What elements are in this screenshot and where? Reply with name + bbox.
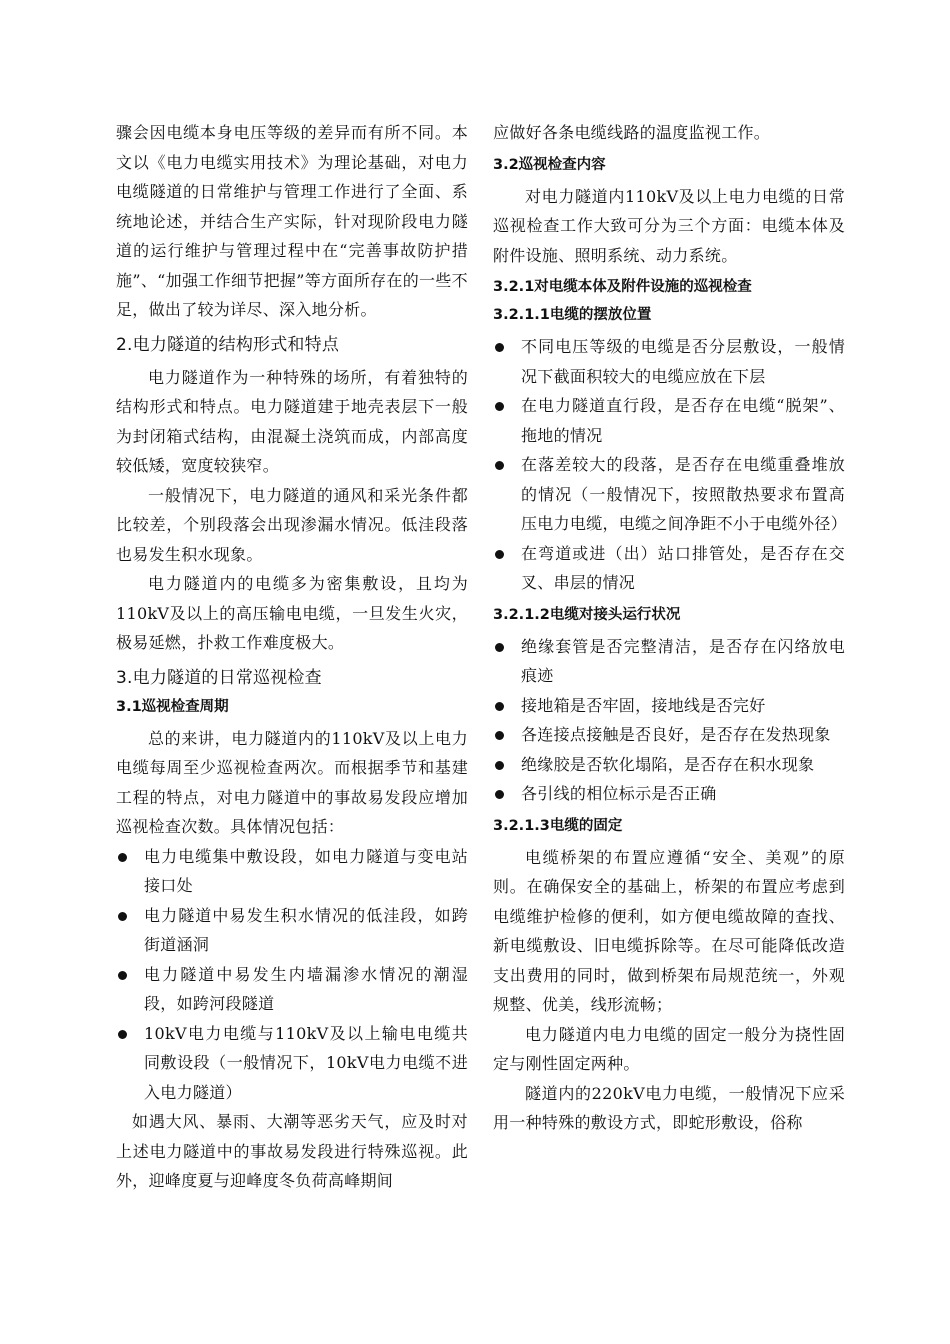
subsection-heading: 3.2.1.3电缆的固定 xyxy=(493,817,623,834)
paragraph: 应做好各条电缆线路的温度监视工作。 xyxy=(493,123,771,142)
paragraph: 对电力隧道内110kV及以上电力电缆的日常巡视检查工作大致可分为三个方面：电缆本体及附件设施、照明系统、动力系统。 xyxy=(493,186,845,265)
bullet-icon xyxy=(118,912,127,921)
list-item xyxy=(493,720,845,750)
list-item xyxy=(493,332,845,391)
paragraph: 电力隧道作为一种特殊的场所，有着独特的结构形式和特点。电力隧道建于地壳表层下一般为封闭箱式结构，由混凝土浇筑而成，内部高度较低矮，宽度较狭窄。 xyxy=(116,367,468,475)
bullet-icon xyxy=(495,343,504,352)
subsection-heading: 3.2巡视检查内容 xyxy=(493,156,606,173)
list-item xyxy=(493,391,845,450)
paragraph: 隧道内的220kV电力电缆，一般情况下应采用一种特殊的敷设方式，即蛇形敷设，俗称 xyxy=(493,1083,845,1132)
bullet-icon xyxy=(495,402,504,411)
subsection-heading: 3.2.1.1电缆的摆放位置 xyxy=(493,307,652,323)
right-column xyxy=(493,118,848,1138)
bullet-icon xyxy=(495,550,504,559)
section-heading: 3.电力隧道的日常巡视检查 xyxy=(116,667,322,688)
list-item xyxy=(493,691,845,721)
list-item-text: 各连接点接触是否良好，是否存在发热现象 xyxy=(521,725,831,744)
list-item-text: 在弯道或进（出）站口排管处，是否存在交叉、串层的情况 xyxy=(521,543,845,592)
bullet-icon xyxy=(495,761,504,770)
paragraph: 电缆桥架的布置应遵循“安全、美观”的原则。在确保安全的基础上，桥架的布置应考虑到电缆维护检修的便利，如方便电缆故障的查找、新电缆敷设、旧电缆拆除等。在尽可能降低改造支出费用的同时，做到桥架布局规范统一，外观规整、优美，线形流畅； xyxy=(493,847,845,1014)
list-item-text: 各引线的相位标示是否正确 xyxy=(521,784,717,803)
list-item xyxy=(116,842,468,901)
left-column xyxy=(116,118,468,1196)
bullet-icon xyxy=(495,643,504,652)
list-item xyxy=(493,539,845,598)
paragraph: 骤会因电缆本身电压等级的差异而有所不同。本文以《电力电缆实用技术》为理论基础，对电力电缆隧道的日常维护与管理工作进行了全面、系统地论述，并结合生产实际，针对现阶段电力隧道的运行维护与管理过程中在“完善事故防护措施”、“加强工作细节把握”等方面所存在的一些不足，做出了较为详尽、深入地分析。 xyxy=(116,123,468,319)
list-item xyxy=(493,632,845,691)
list-item-text: 电力隧道中易发生内墙漏渗水情况的潮湿段，如跨河段隧道 xyxy=(144,964,468,1013)
bullet-icon xyxy=(495,461,504,470)
list-item-text: 电力电缆集中敷设段，如电力隧道与变电站接口处 xyxy=(144,846,468,895)
list-item xyxy=(116,960,468,1019)
bullet-icon xyxy=(495,702,504,711)
list-item xyxy=(116,1019,468,1108)
bullet-icon xyxy=(495,790,504,799)
list-item xyxy=(116,901,468,960)
subsection-heading: 3.1巡视检查周期 xyxy=(116,698,229,715)
bullet-list xyxy=(116,842,468,1108)
list-item xyxy=(493,750,845,780)
paragraph: 电力隧道内的电缆多为密集敷设，且均为110kV及以上的高压输电电缆，一旦发生火灾，极易延燃，扑救工作难度极大。 xyxy=(116,574,468,652)
list-item-text: 不同电压等级的电缆是否分层敷设，一般情况下截面积较大的电缆应放在下层 xyxy=(521,337,845,386)
paragraph: 总的来讲，电力隧道内的110kV及以上电力电缆每周至少巡视检查两次。而根据季节和基建工程的特点，对电力隧道中的事故易发段应增加巡视检查次数。具体情况包括： xyxy=(116,728,468,836)
list-item-text: 10kV电力电缆与110kV及以上输电电缆共同敷设段（一般情况下，10kV电力电缆不进入电力隧道） xyxy=(144,1023,468,1102)
bullet-icon xyxy=(118,853,127,862)
paragraph: 电力隧道内电力电缆的固定一般分为挠性固定与刚性固定两种。 xyxy=(493,1024,845,1073)
paragraph: 如遇大风、暴雨、大潮等恶劣天气，应及时对上述电力隧道中的事故易发段进行特殊巡视。此外，迎峰度夏与迎峰度冬负荷高峰期间 xyxy=(116,1112,468,1190)
bullet-list xyxy=(493,332,848,598)
bullet-icon xyxy=(118,971,127,980)
subsection-heading: 3.2.1对电缆本体及附件设施的巡视检查 xyxy=(493,279,752,295)
list-item xyxy=(493,450,848,539)
list-item-text: 绝缘套管是否完整清洁，是否存在闪络放电痕迹 xyxy=(521,636,845,685)
subsection-heading: 3.2.1.2电缆对接头运行状况 xyxy=(493,606,681,623)
bullet-icon xyxy=(118,1030,127,1039)
list-item xyxy=(493,779,845,809)
list-item-text: 电力隧道中易发生积水情况的低洼段，如跨街道涵洞 xyxy=(144,905,468,954)
list-item-text: 绝缘胶是否软化塌陷，是否存在积水现象 xyxy=(521,754,815,774)
list-item-text: 在电力隧道直行段，是否存在电缆“脱架”、拖地的情况 xyxy=(521,396,845,445)
paragraph: 一般情况下，电力隧道的通风和采光条件都比较差，个别段落会出现渗漏水情况。低洼段落也易发生积水现象。 xyxy=(116,485,468,564)
section-heading: 2.电力隧道的结构形式和特点 xyxy=(116,334,340,355)
bullet-list xyxy=(493,632,845,809)
list-item-text: 在落差较大的段落，是否存在电缆重叠堆放的情况（一般情况下，按照散热要求布置高压电力电缆，电缆之间净距不小于电缆外径） xyxy=(521,455,848,533)
list-item-text: 接地箱是否牢固，接地线是否完好 xyxy=(521,695,766,715)
bullet-icon xyxy=(495,731,504,740)
